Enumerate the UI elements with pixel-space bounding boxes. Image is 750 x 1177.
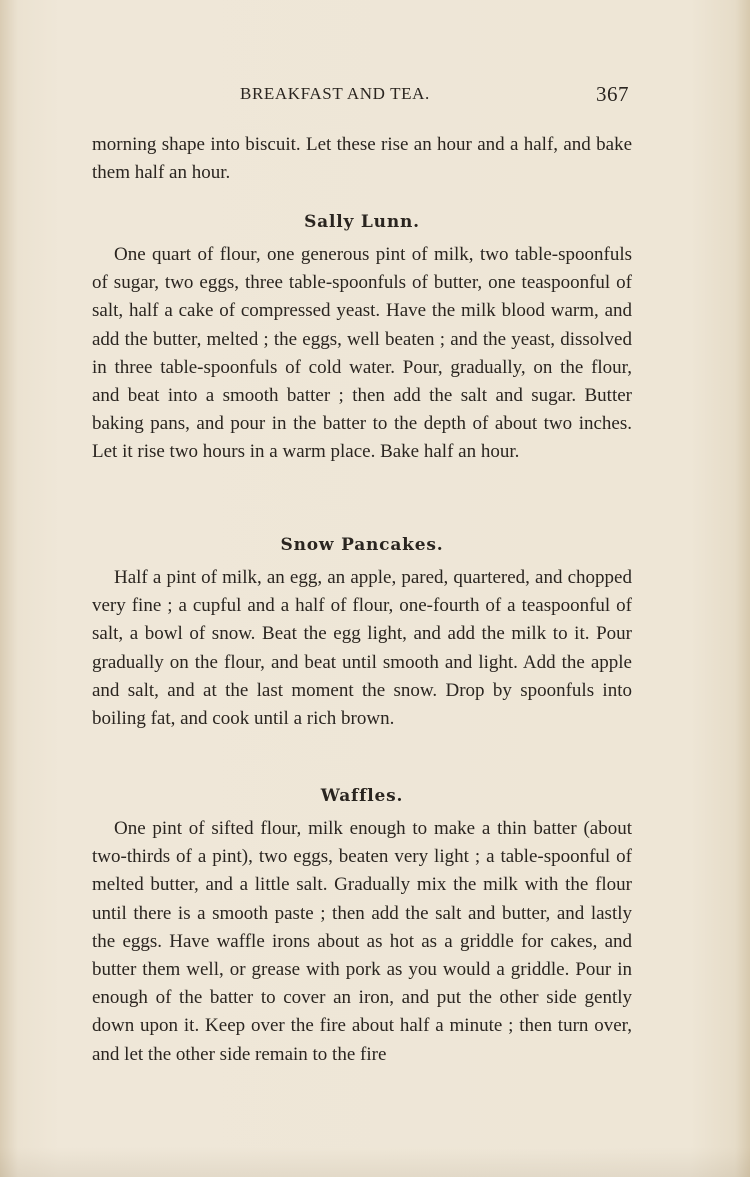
page-number: 367: [596, 82, 629, 106]
recipe-text: One quart of flour, one generous pint of milk, two table-spoonfuls of sugar, two eggs, three table-spoonfuls of butter, one teaspoonful of salt, half a cake of compressed yeast. Have the milk blood warm, and add the butter, melted ; the eggs, well beaten ; and the yeast, dissolved in three table-spoonfuls of cold water. Pour, gradually, on the flour, and beat into a smooth batter ; then add the salt and sugar. Butter baking pans, and pour in the batter to the depth of about two inches. Let it rise two hours in a warm place. Bake half an hour.: [92, 244, 632, 463]
continuation-paragraph: [92, 131, 632, 187]
recipe-title-sally-lunn: Sally Lunn.: [304, 212, 420, 232]
recipe-text: One pint of sifted flour, milk enough to make a thin batter (about two-thirds of a pint), two eggs, beaten very light ; a table-spoonful of melted butter, and a little salt. Gradually mix the milk with the flour until there is a smooth paste ; then add the salt and butter, and lastly the eggs. Have waffle irons about as hot as a griddle for cakes, and butter them well, or grease with pork as you would a griddle. Pour in enough of the batter to cover an iron, and put the other side gently down upon it. Keep over the fire about half a minute ; then turn over, and let the other side remain to the fire: [92, 818, 632, 1065]
recipe-body-snow-pancakes: [92, 564, 632, 733]
recipe-body-waffles: [92, 815, 632, 1069]
recipe-title-snow-pancakes: Snow Pancakes.: [280, 535, 444, 555]
recipe-title-waffles: Waffles.: [320, 786, 404, 806]
continuation-text: morning shape into biscuit. Let these rise an hour and a half, and bake them half an hour.: [92, 134, 632, 184]
running-header: [0, 84, 750, 110]
running-title: BREAKFAST AND TEA.: [240, 84, 430, 103]
recipe-body-sally-lunn: [92, 241, 632, 467]
recipe-text: Half a pint of milk, an egg, an apple, pared, quartered, and chopped very fine ; a cupful and a half of flour, one-fourth of a teaspoonful of salt, a bowl of snow. Beat the egg light, and add the milk to it. Pour gradually on the flour, and beat until smooth and light. Add the apple and salt, and at the last moment the snow. Drop by spoonfuls into boiling fat, and cook until a rich brown.: [92, 567, 632, 730]
